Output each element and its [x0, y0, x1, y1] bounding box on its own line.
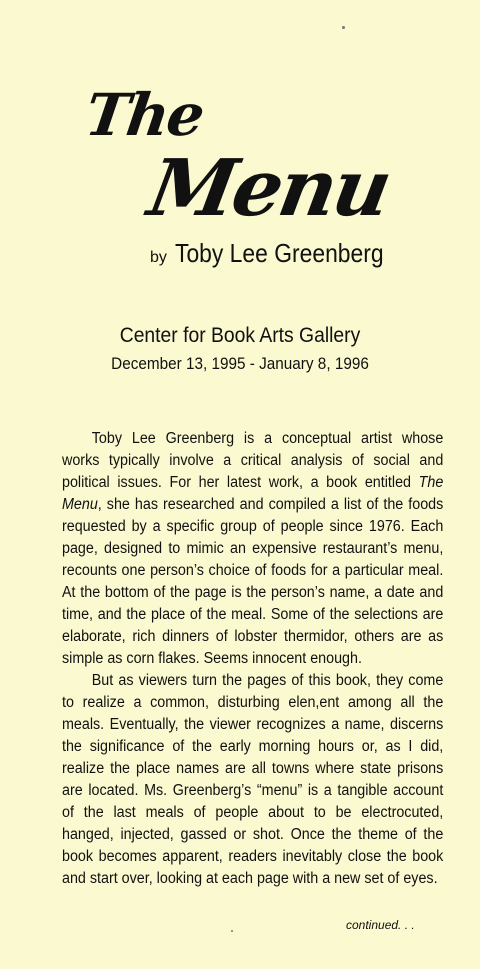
paper-speck — [231, 930, 233, 932]
book-title: The Menu — [62, 474, 444, 513]
byline-prefix: by — [150, 249, 167, 266]
article-body — [62, 428, 443, 890]
continued-note: continued. . . — [346, 918, 415, 932]
title-the: The — [81, 81, 208, 149]
paper-speck — [342, 26, 345, 29]
exhibition-dates: December 13, 1995 - January 8, 1996 — [111, 354, 369, 373]
byline — [150, 238, 412, 269]
paragraph-1 — [62, 428, 443, 670]
author-name: Toby Lee Greenberg — [175, 238, 384, 268]
paragraph-1-rest: , she has researched and compiled a list of the foods requested by a specific group of people since 1976. Each page, designed to mimic an expensive restaurant’s menu, recounts one person’s choice of foods for a particular meal. At the bottom of the page is the person’s name, a date and time, and the place of the meal. Some of the selections are elaborate, rich dinners of lobster thermidor, others are as simple as corn flakes. Seems innocent enough. — [62, 496, 444, 667]
title-menu: Menu — [142, 143, 396, 234]
paragraph-1-start: Toby Lee Greenberg is a conceptual artist whose works typically involve a critical analysis of social and political issues. For her latest work, a book entitled — [62, 430, 444, 491]
venue: Center for Book Arts Gallery — [119, 324, 361, 347]
paragraph-2: But as viewers turn the pages of this book, they come to realize a common, disturbing elen,ent among all the meals. Eventually, the viewer recognizes a name, discerns the significance of the early morning hours or, as I did, realize the place names are all towns where state prisons are located. Ms. Greenberg’s “menu” is a tangible account of the last meals of people about to be electrocuted, hanged, injected, gassed or shot. Once the theme of the book becomes apparent, readers inevitably close the book and start over, looking at each page with a new set of eyes. — [62, 672, 444, 887]
